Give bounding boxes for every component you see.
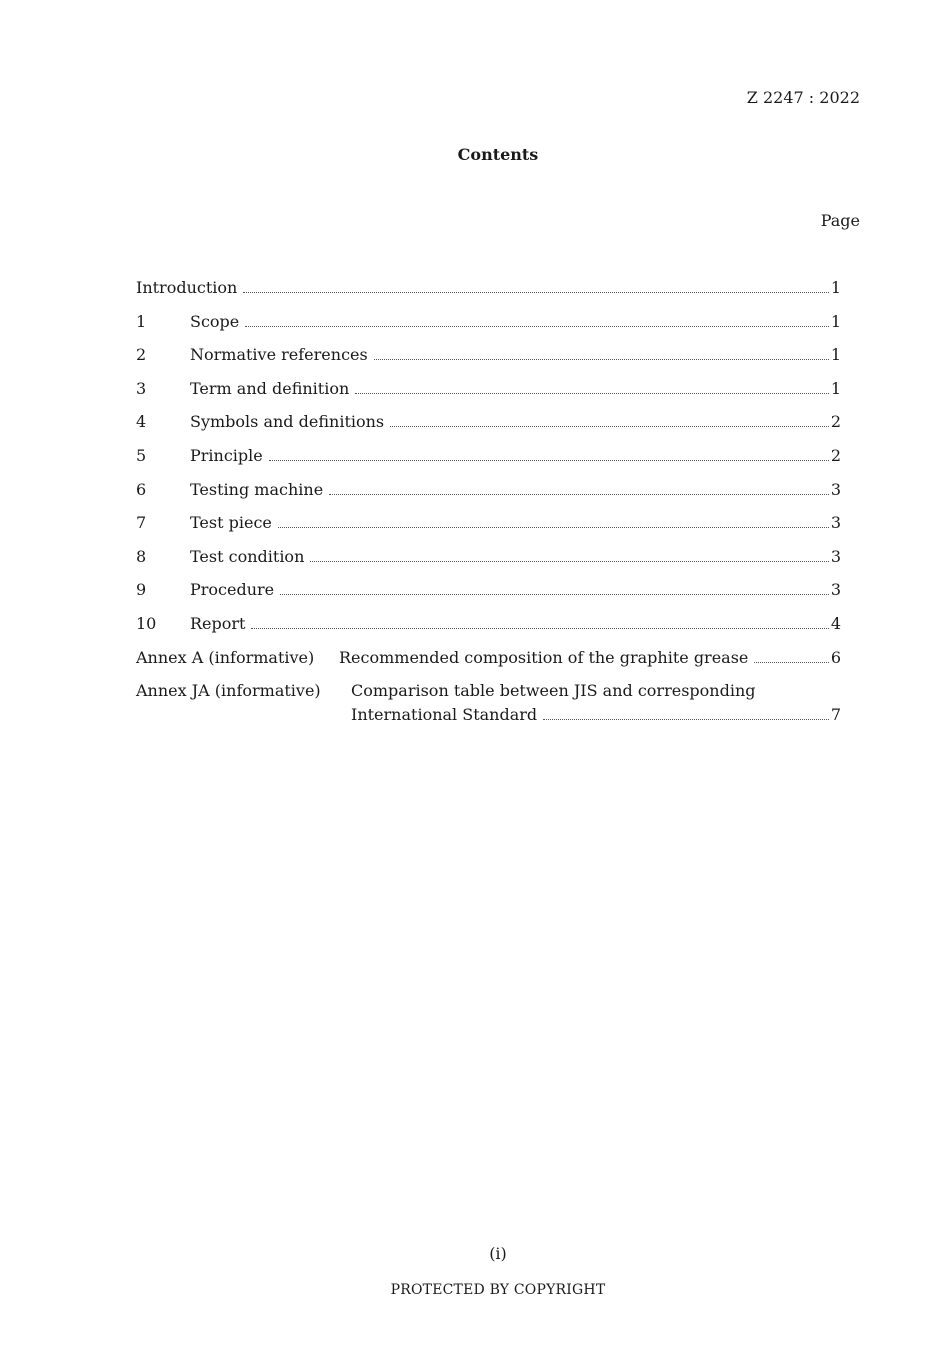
- annex-line: [351, 703, 841, 727]
- document-number: Z 2247 : 2022: [746, 88, 860, 107]
- dot-leader: [390, 410, 829, 427]
- dot-leader: [269, 444, 829, 461]
- dot-leader: [754, 646, 828, 663]
- toc-entry-page: 3: [830, 513, 841, 533]
- toc-entry-title: Test condition: [190, 546, 305, 566]
- toc-entry-title-line1: Comparison table between JIS and corresponding: [351, 681, 756, 701]
- dot-leader: [310, 545, 828, 562]
- toc-entry-title: Testing machine: [190, 479, 324, 499]
- toc-entry-page: 1: [830, 311, 841, 331]
- toc-entry-page: 2: [830, 445, 841, 465]
- toc-entry-page: 2: [830, 412, 841, 432]
- dot-leader: [543, 703, 829, 720]
- toc-entry-number: 4: [136, 412, 147, 432]
- copyright-notice: PROTECTED BY COPYRIGHT: [390, 1282, 606, 1298]
- toc-entry-title-line2: International Standard: [351, 705, 538, 725]
- annex-body: [351, 679, 841, 727]
- toc-entry-normative-references[interactable]: [136, 343, 841, 377]
- toc-entry-title: Recommended composition of the graphite grease: [339, 647, 749, 667]
- toc-entry-report[interactable]: [136, 612, 841, 646]
- toc-entry-number: 2: [136, 345, 147, 365]
- toc-entry-page: 1: [830, 345, 841, 365]
- toc-entry-test-piece[interactable]: [136, 511, 841, 545]
- dot-leader: [355, 377, 829, 394]
- annex-line: [339, 646, 841, 670]
- dot-leader: [251, 612, 828, 629]
- toc-entry-page: 3: [830, 546, 841, 566]
- toc-entry-title: Normative references: [190, 345, 368, 365]
- dot-leader: [280, 578, 829, 595]
- toc-entry-page: 6: [830, 647, 841, 667]
- dot-leader: [245, 310, 829, 327]
- toc-entry-title: Test piece: [190, 513, 272, 533]
- toc-entry-page: 3: [830, 479, 841, 499]
- contents-title: Contents: [457, 145, 539, 164]
- toc-entry-symbols-and-definitions[interactable]: [136, 410, 841, 444]
- toc-entry-title: Term and definition: [190, 378, 350, 398]
- toc-entry-term-and-definition[interactable]: [136, 377, 841, 411]
- toc-entry-page: 4: [830, 613, 841, 633]
- toc-entry-principle[interactable]: [136, 444, 841, 478]
- toc-entry-title: Introduction: [136, 278, 238, 297]
- toc-entry-number: 10: [136, 613, 157, 633]
- toc-entry-title: Principle: [190, 445, 263, 465]
- toc-entry-number: 6: [136, 479, 147, 499]
- toc-entry-testing-machine[interactable]: [136, 478, 841, 512]
- toc-entry-number: 1: [136, 311, 147, 331]
- page-column-label: Page: [820, 211, 860, 230]
- toc-entry-number: 9: [136, 580, 147, 600]
- toc-entry-number: 3: [136, 378, 147, 398]
- annex-label: Annex JA (informative): [136, 681, 321, 701]
- toc-entry-page: 3: [830, 580, 841, 600]
- toc-entry-introduction[interactable]: [136, 276, 841, 310]
- toc-entry-number: 7: [136, 513, 147, 533]
- toc-entry-page: 1: [830, 378, 841, 398]
- annex-body: [339, 646, 841, 670]
- toc-entry-title: Report: [190, 613, 246, 633]
- toc-entry-title: Symbols and definitions: [190, 412, 385, 432]
- toc-entry-annex-ja[interactable]: [136, 679, 841, 727]
- toc-entry-scope[interactable]: [136, 310, 841, 344]
- toc-entry-number: 5: [136, 445, 147, 465]
- dot-leader: [374, 343, 829, 360]
- table-of-contents: [136, 276, 841, 727]
- toc-entry-number: 8: [136, 546, 147, 566]
- toc-entry-title: Procedure: [190, 580, 275, 600]
- dot-leader: [278, 511, 829, 528]
- dot-leader: [243, 276, 828, 293]
- toc-entry-page: 1: [830, 278, 841, 297]
- toc-entry-test-condition[interactable]: [136, 545, 841, 579]
- dot-leader: [329, 478, 829, 495]
- toc-entry-title: Scope: [190, 311, 240, 331]
- toc-entry-procedure[interactable]: [136, 578, 841, 612]
- toc-entry-page: 7: [830, 705, 841, 725]
- annex-line: [351, 679, 841, 703]
- annex-label: Annex A (informative): [136, 647, 315, 667]
- page-number: (i): [489, 1244, 507, 1263]
- toc-entry-annex-a[interactable]: [136, 646, 841, 680]
